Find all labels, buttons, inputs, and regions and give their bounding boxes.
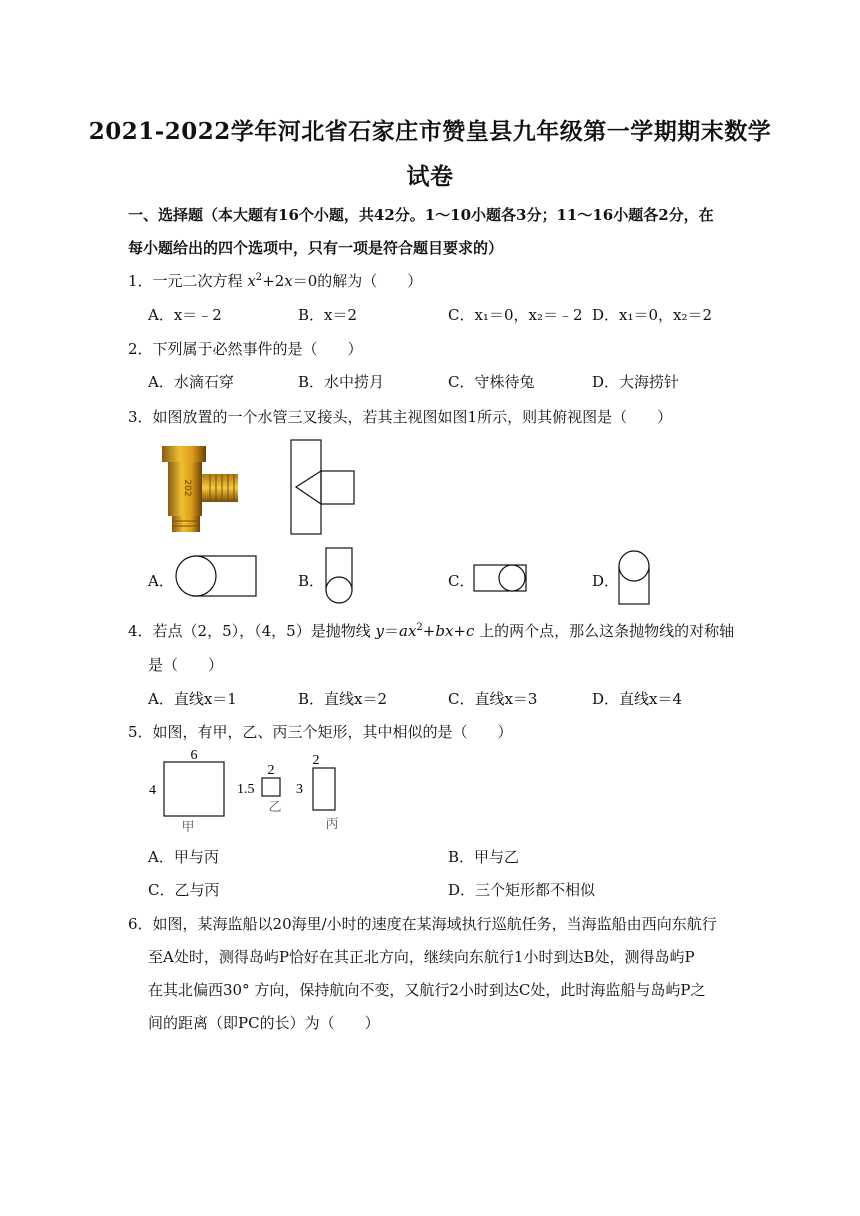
q3-option-c-label: C．: [448, 572, 475, 590]
section1-heading-line2: 每小题给出的四个选项中，只有一项是符合题目要求的）: [128, 239, 504, 257]
q2-option-a: A．水滴石穿: [148, 373, 234, 391]
rect-jia-width: 6: [190, 748, 198, 763]
q1-option-b: B．x＝2: [298, 306, 358, 324]
rect-jia-name: 甲: [181, 820, 195, 832]
q3-option-a-figure: [174, 554, 260, 598]
rect-bing: [313, 768, 335, 810]
q4-stem-post: 上的两个点，那么这条抛物线的对称轴: [474, 622, 735, 640]
q1-option-a: A．x＝﹣2: [148, 306, 222, 324]
q6-stem-line3: 在其北偏西30° 方向，保持航向不变，又航行2小时到达C处，此时海监船与岛屿P之: [148, 981, 706, 999]
q3-main-view-figure: [288, 438, 358, 538]
q4-option-d: D．直线x＝4: [592, 690, 683, 708]
q6-stem-line1: 6．如图，某海监船以20海里/小时的速度在某海域执行巡航任务，当海监船由西向东航行: [128, 915, 717, 933]
q5-option-a: A．甲与丙: [148, 848, 219, 866]
q4-option-a: A．直线x＝1: [148, 690, 237, 708]
q3-option-d-label: D．: [592, 572, 620, 590]
q4-option-c: C．直线x＝3: [448, 690, 538, 708]
q1-option-d: D．x₁＝0，x₂＝2: [592, 306, 713, 324]
pipe-joint-photo: [158, 444, 242, 534]
rect-yi: [262, 778, 280, 796]
q4-stem-line2: 是（ ）: [148, 656, 224, 674]
rect-bing-name: 丙: [325, 817, 339, 832]
q3-option-d-figure: [614, 548, 654, 606]
q5-option-b: B．甲与乙: [448, 848, 520, 866]
q5-stem: 5．如图，有甲，乙、丙三个矩形，其中相似的是（ ）: [128, 723, 513, 741]
q3-option-b-figure: [322, 546, 356, 606]
q3-option-b-label: B．: [298, 572, 325, 590]
q4-stem-pre: 4．若点（2，5），（4，5）是抛物线: [128, 622, 376, 640]
section1-heading-line1: 一、选择题（本大题有16个小题，共42分。1～10小题各3分；11～16小题各2分，在: [128, 206, 714, 224]
q1-equation: $x^2+2x$: [247, 272, 293, 290]
q4-parabola: $y=ax^2+bx+c$: [375, 622, 475, 640]
q3-stem: 3．如图放置的一个水管三叉接头，若其主视图如图1所示，则其俯视图是（ ）: [128, 408, 673, 426]
rect-jia-height: 4: [149, 783, 156, 798]
q1-stem: [128, 270, 422, 291]
q3-option-c-figure: [472, 561, 530, 595]
q5-option-d: D．三个矩形都不相似: [448, 881, 596, 899]
q2-option-c: C．守株待兔: [448, 373, 535, 391]
rect-yi-width: 2: [267, 763, 275, 778]
q2-stem: 2．下列属于必然事件的是（ ）: [128, 340, 363, 358]
exam-title-line1: 2021-2022学年河北省石家庄市赞皇县九年级第一学期期末数学: [88, 118, 772, 145]
q2-option-d: D．大海捞针: [592, 373, 680, 391]
rect-jia: [164, 762, 224, 816]
q2-option-b: B．水中捞月: [298, 373, 385, 391]
q4-stem: [128, 620, 734, 641]
rect-bing-height: 3: [296, 782, 303, 797]
rect-yi-height: 1.5: [237, 782, 255, 797]
rect-bing-width: 2: [312, 753, 320, 768]
q4-option-b: B．直线x＝2: [298, 690, 388, 708]
q1-option-c: C．x₁＝0，x₂＝﹣2: [448, 306, 583, 324]
q3-option-a-label: A．: [148, 572, 174, 590]
pipe-photo-label: 202: [182, 479, 192, 497]
exam-title-line2: 试卷: [406, 163, 454, 190]
q5-option-c: C．乙与丙: [148, 881, 220, 899]
q1-stem-post: ＝0的解为（ ）: [292, 272, 423, 290]
q5-rectangles-figure: [146, 748, 346, 832]
q6-stem-line2: 至A处时，测得岛屿P恰好在其正北方向，继续向东航行1小时到达B处，测得岛屿P: [148, 948, 695, 966]
rect-yi-name: 乙: [268, 800, 282, 815]
q6-stem-line4: 间的距离（即PC的长）为（ ）: [148, 1014, 380, 1032]
q1-stem-pre: 1．一元二次方程: [128, 272, 248, 290]
